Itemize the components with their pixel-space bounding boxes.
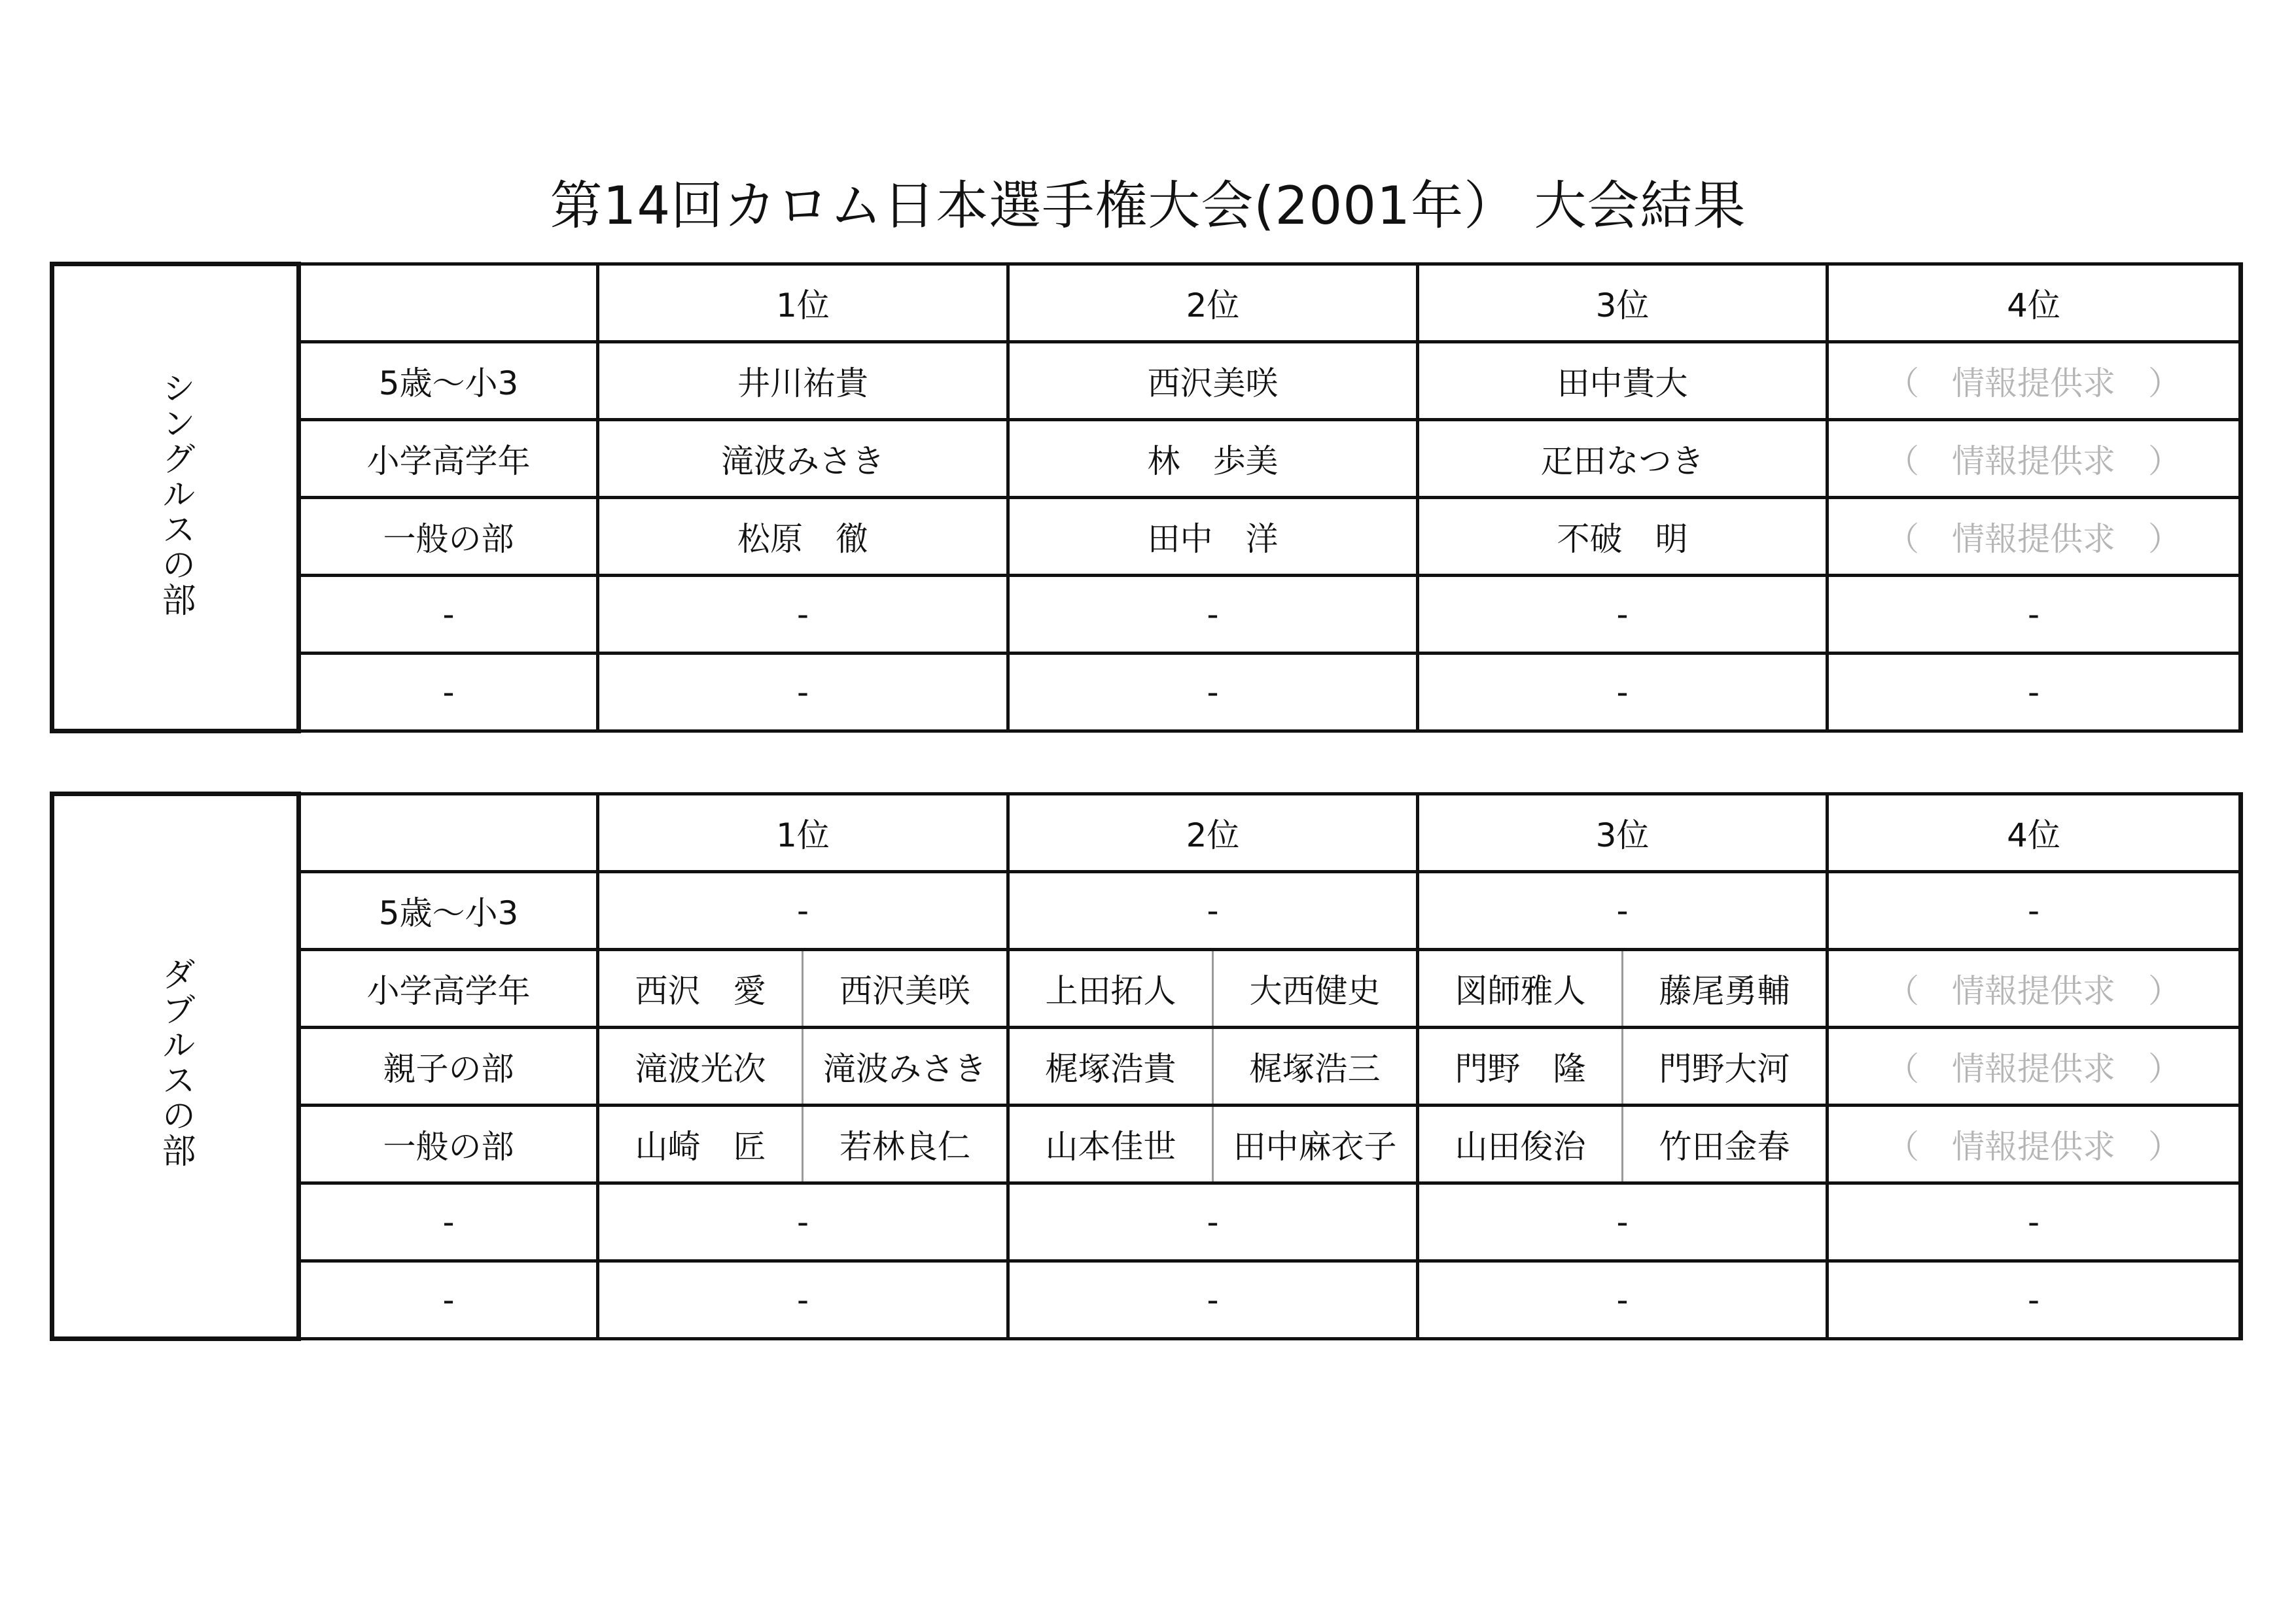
place-1-cell: 滝波みさき <box>598 420 1008 498</box>
place-3-cell: 田中貴大 <box>1418 342 1828 420</box>
place-4-cell: （ 情報提供求 ） <box>1828 950 2241 1028</box>
category-cell: 5歳～小3 <box>299 872 598 950</box>
place-2-cell: - <box>1008 654 1418 731</box>
place-3-player-a: 山田俊治 <box>1418 1106 1623 1183</box>
place-1-cell: 井川祐貴 <box>598 342 1008 420</box>
category-cell: 一般の部 <box>299 1106 598 1183</box>
place-1-player-b: 滝波みさき <box>803 1028 1008 1106</box>
table-row <box>52 1028 2241 1106</box>
place-4-cell: - <box>1828 1183 2241 1261</box>
table-row <box>52 342 2241 420</box>
table-row <box>52 498 2241 576</box>
table-row <box>52 950 2241 1028</box>
place-3-player-b: 門野大河 <box>1623 1028 1828 1106</box>
table-row <box>52 420 2241 498</box>
place-3-player-a: 門野 隆 <box>1418 1028 1623 1106</box>
place-2-cell: 林 歩美 <box>1008 420 1418 498</box>
place-4-cell: - <box>1828 872 2241 950</box>
place-3-cell: - <box>1418 1183 1828 1261</box>
place-1-cell: - <box>598 576 1008 654</box>
doubles-results-table <box>50 792 2243 1341</box>
header-3rd: 3位 <box>1418 264 1828 342</box>
place-2-cell: - <box>1008 872 1418 950</box>
place-3-cell: 不破 明 <box>1418 498 1828 576</box>
table-row <box>52 1261 2241 1339</box>
place-4-cell: （ 情報提供求 ） <box>1828 1106 2241 1183</box>
place-2-cell: - <box>1008 1261 1418 1339</box>
table-header-row <box>52 264 2241 342</box>
section-label-singles: シングルスの部 <box>52 264 299 731</box>
category-cell: - <box>299 654 598 731</box>
place-2-cell: - <box>1008 1183 1418 1261</box>
place-3-cell: - <box>1418 576 1828 654</box>
place-2-player-a: 山本佳世 <box>1008 1106 1213 1183</box>
header-1st: 1位 <box>598 794 1008 872</box>
place-2-player-b: 梶塚浩三 <box>1213 1028 1418 1106</box>
category-cell: 一般の部 <box>299 498 598 576</box>
place-1-player-a: 西沢 愛 <box>598 950 803 1028</box>
table-row <box>52 1183 2241 1261</box>
place-3-player-a: 図師雅人 <box>1418 950 1623 1028</box>
category-cell: - <box>299 1261 598 1339</box>
place-1-cell: - <box>598 654 1008 731</box>
category-cell: 小学高学年 <box>299 420 598 498</box>
place-1-player-a: 滝波光次 <box>598 1028 803 1106</box>
place-3-cell: - <box>1418 1261 1828 1339</box>
place-2-cell: 田中 洋 <box>1008 498 1418 576</box>
place-4-cell: （ 情報提供求 ） <box>1828 1028 2241 1106</box>
table-row <box>52 1106 2241 1183</box>
place-1-cell: - <box>598 872 1008 950</box>
place-4-cell: - <box>1828 576 2241 654</box>
header-3rd: 3位 <box>1418 794 1828 872</box>
table-row <box>52 872 2241 950</box>
place-4-cell: （ 情報提供求 ） <box>1828 498 2241 576</box>
place-4-cell: - <box>1828 654 2241 731</box>
place-4-cell: （ 情報提供求 ） <box>1828 342 2241 420</box>
place-4-cell: - <box>1828 1261 2241 1339</box>
header-2nd: 2位 <box>1008 794 1418 872</box>
place-4-cell: （ 情報提供求 ） <box>1828 420 2241 498</box>
category-cell: - <box>299 576 598 654</box>
place-2-cell: - <box>1008 576 1418 654</box>
category-cell: 親子の部 <box>299 1028 598 1106</box>
singles-results-table <box>50 262 2243 733</box>
header-blank <box>299 264 598 342</box>
place-2-cell: 西沢美咲 <box>1008 342 1418 420</box>
place-3-cell: - <box>1418 872 1828 950</box>
place-3-player-b: 藤尾勇輔 <box>1623 950 1828 1028</box>
place-3-player-b: 竹田金春 <box>1623 1106 1828 1183</box>
category-cell: - <box>299 1183 598 1261</box>
place-2-player-a: 梶塚浩貴 <box>1008 1028 1213 1106</box>
place-1-cell: - <box>598 1183 1008 1261</box>
place-2-player-b: 田中麻衣子 <box>1213 1106 1418 1183</box>
table-row <box>52 576 2241 654</box>
place-1-player-b: 西沢美咲 <box>803 950 1008 1028</box>
section-label-doubles: ダブルスの部 <box>52 794 299 1339</box>
header-4th: 4位 <box>1828 264 2241 342</box>
table-row <box>52 654 2241 731</box>
place-3-cell: - <box>1418 654 1828 731</box>
place-1-cell: - <box>598 1261 1008 1339</box>
header-4th: 4位 <box>1828 794 2241 872</box>
place-3-cell: 疋田なつき <box>1418 420 1828 498</box>
place-2-player-b: 大西健史 <box>1213 950 1418 1028</box>
page-title: 第14回カロム日本選手権大会(2001年） 大会結果 <box>550 175 1746 236</box>
header-2nd: 2位 <box>1008 264 1418 342</box>
place-1-cell: 松原 徹 <box>598 498 1008 576</box>
header-blank <box>299 794 598 872</box>
place-1-player-b: 若林良仁 <box>803 1106 1008 1183</box>
header-1st: 1位 <box>598 264 1008 342</box>
category-cell: 5歳～小3 <box>299 342 598 420</box>
table-header-row <box>52 794 2241 872</box>
place-1-player-a: 山崎 匠 <box>598 1106 803 1183</box>
place-2-player-a: 上田拓人 <box>1008 950 1213 1028</box>
category-cell: 小学高学年 <box>299 950 598 1028</box>
